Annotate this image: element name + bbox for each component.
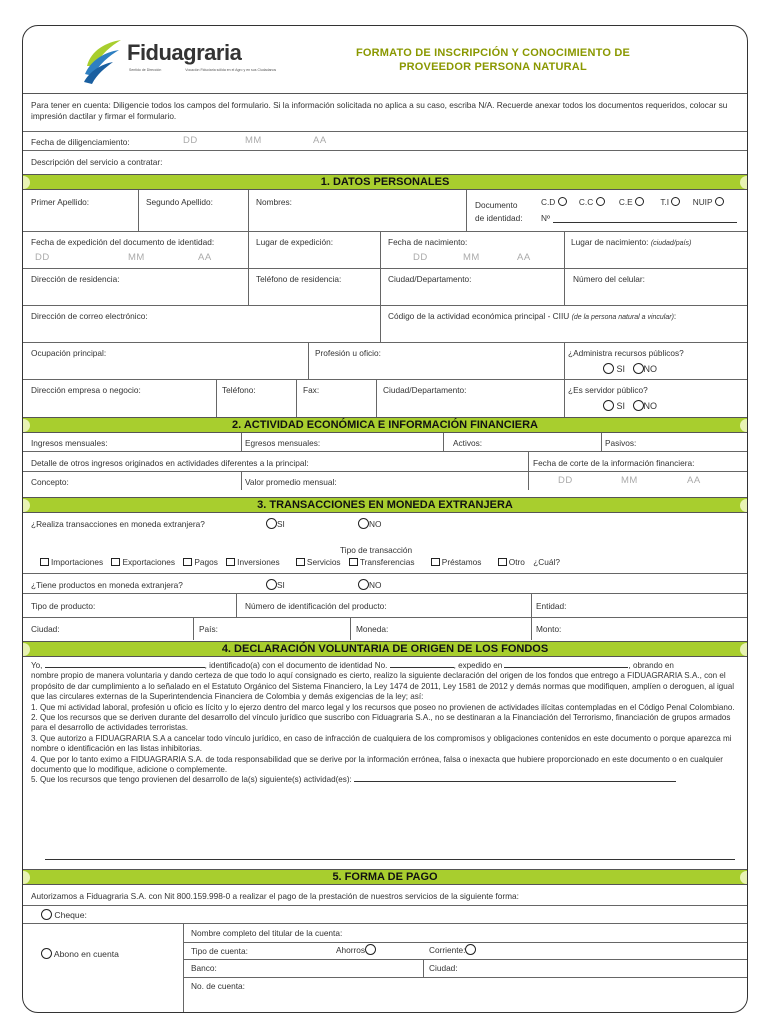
correo-row <box>23 305 747 342</box>
radio-cd[interactable] <box>558 197 567 206</box>
valor-promedio-field[interactable]: Valor promedio mensual: <box>245 477 337 487</box>
corte-aa[interactable]: AA <box>687 475 701 486</box>
declarante-doc-line[interactable] <box>390 667 454 668</box>
expedicion-aa[interactable]: AA <box>198 252 212 263</box>
celular-field[interactable]: Número del celular: <box>573 274 645 284</box>
doc-number-line[interactable] <box>553 222 737 223</box>
radio-realiza-no[interactable] <box>358 518 369 529</box>
declarante-name-line[interactable] <box>45 667 205 668</box>
section-5-header: 5. FORMA DE PAGO <box>23 869 747 885</box>
form-header <box>23 26 747 94</box>
ciudad-banco-field[interactable]: Ciudad: <box>429 963 458 973</box>
ciiu-field[interactable]: Código de la actividad económica principal - CIIU (de la persona natural a vincular): <box>388 311 677 321</box>
radio-servidor-si[interactable] <box>603 400 614 411</box>
fecha-aa[interactable]: AA <box>313 135 327 146</box>
detalle-row: Detalle de otros ingresos originados en actividades diferentes a la principal: Fecha de corte de la información financiera: <box>23 451 747 471</box>
ocupacion-field[interactable]: Ocupación principal: <box>31 348 107 358</box>
financiera-row <box>23 433 747 451</box>
expedicion-mm[interactable]: MM <box>128 252 145 263</box>
logo-wordmark: Fiduagraria <box>127 40 242 65</box>
direccion-residencia-field[interactable]: Dirección de residencia: <box>31 274 120 284</box>
radio-nuip[interactable] <box>715 197 724 206</box>
tiene-row: ¿Tiene productos en moneda extranjera? SI NO <box>23 573 747 593</box>
ocupacion-row: Ocupación principal: Profesión u oficio: ¿Administra recursos públicos? SI NO <box>23 342 747 379</box>
telefono-empresa-field[interactable]: Teléfono: <box>222 385 256 395</box>
lugar-expedicion-field[interactable]: Lugar de expedición: <box>256 237 334 247</box>
administra-options: SI NO <box>603 363 657 374</box>
activos-field[interactable]: Activos: <box>453 438 483 448</box>
correo-field[interactable]: Dirección de correo electrónico: <box>31 311 148 321</box>
check-pagos[interactable] <box>183 558 192 566</box>
fax-field[interactable]: Fax: <box>303 385 320 395</box>
logo-subline: Sentido de Dirección Vocación Fiduciaria sólida en el Agro y en sus Ciudadanos <box>129 68 277 72</box>
expedicion-row: Fecha de expedición del documento de identidad: DD MM AA Lugar de expedición: Fecha de nacimiento: DD MM AA Lugar de nacimiento: (ciudad/país) <box>23 231 747 268</box>
titular-field[interactable]: Nombre completo del titular de la cuenta: <box>191 928 343 938</box>
entidad-field[interactable]: Entidad: <box>536 601 567 611</box>
nacimiento-mm[interactable]: MM <box>463 252 480 263</box>
nombres-row: Primer Apellido: Segundo Apellido: Nombres: Documento de identidad: C.D C.C C.E T.I NUIP Nº <box>23 190 747 231</box>
transaction-type-options: Importaciones Exportaciones Pagos Inversiones Servicios Transferencias Préstamos Otro ¿Cuál? <box>40 557 560 567</box>
fecha-row: Fecha de diligenciamiento: DD MM AA <box>23 131 747 150</box>
section-2-header: 2. ACTIVIDAD ECONÓMICA E INFORMACIÓN FINANCIERA <box>23 417 747 433</box>
residencia-row <box>23 268 747 305</box>
radio-corriente[interactable] <box>465 944 476 955</box>
servidor-options: SI NO <box>603 400 657 411</box>
primer-apellido-field[interactable]: Primer Apellido: <box>31 197 90 207</box>
autorizamos-row: Autorizamos a Fiduagraria S.A. con Nit 800.159.998-0 a realizar el pago de la prestación de nuestros servicios de la siguiente forma: <box>31 891 519 901</box>
radio-cc[interactable] <box>596 197 605 206</box>
radio-administra-no[interactable] <box>633 363 644 374</box>
intro-text: Para tener en cuenta: Diligencie todos los campos del formulario. Si la información solicitada no aplica a su caso, escriba N/A. Recuerde anexar todos los documentos requeridos, colocar su impresión dactilar y firmar el formulario. <box>31 100 728 121</box>
check-prestamos[interactable] <box>431 558 440 566</box>
fiduagraria-logo <box>81 36 277 90</box>
radio-abono[interactable] <box>41 948 52 959</box>
check-servicios[interactable] <box>296 558 305 566</box>
check-exportaciones[interactable] <box>111 558 120 566</box>
tipo-producto-field[interactable]: Tipo de producto: <box>31 601 96 611</box>
check-transferencias[interactable] <box>349 558 358 566</box>
tipo-transaccion-row: Tipo de transacción Importaciones Exportaciones Pagos Inversiones Servicios Transferencias Préstamos Otro ¿Cuál? <box>23 533 747 573</box>
monto-field[interactable]: Monto: <box>536 624 562 634</box>
descripcion-row[interactable]: Descripción del servicio a contratar: <box>23 150 747 171</box>
pasivos-field[interactable]: Pasivos: <box>605 438 637 448</box>
radio-ti[interactable] <box>671 197 680 206</box>
concepto-row <box>23 471 747 489</box>
actividades-extra-line[interactable] <box>45 859 735 860</box>
direccion-empresa-field[interactable]: Dirección empresa o negocio: <box>31 385 141 395</box>
nacimiento-aa[interactable]: AA <box>517 252 531 263</box>
banco-field[interactable]: Banco: <box>191 963 217 973</box>
telefono-residencia-field[interactable]: Teléfono de residencia: <box>256 274 342 284</box>
abono-block: Abono en cuenta Nombre completo del titular de la cuenta: Tipo de cuenta: Ahorros Corriente: Banco: Ciudad: No. de cuenta: <box>23 923 747 1013</box>
realiza-row: ¿Realiza transacciones en moneda extranjera? SI NO <box>31 519 382 529</box>
egresos-field[interactable]: Egresos mensuales: <box>245 438 321 448</box>
nombres-field[interactable]: Nombres: <box>256 197 292 207</box>
radio-servidor-no[interactable] <box>633 400 644 411</box>
section-3-header: 3. TRANSACCIONES EN MONEDA EXTRANJERA <box>23 497 747 513</box>
declarante-expedido-line[interactable] <box>504 667 628 668</box>
check-inversiones[interactable] <box>226 558 235 566</box>
radio-tiene-no[interactable] <box>358 579 369 590</box>
radio-administra-si[interactable] <box>603 363 614 374</box>
check-otro[interactable] <box>498 558 507 566</box>
lugar-nacimiento-field[interactable]: Lugar de nacimiento: (ciudad/país) <box>571 237 692 247</box>
section-1-header: 1. DATOS PERSONALES <box>23 174 747 190</box>
document-title: FORMATO DE INSCRIPCIÓN Y CONOCIMIENTO DE PROVEEDOR PERSONA NATURAL <box>355 47 631 73</box>
expedicion-dd[interactable]: DD <box>35 252 50 263</box>
ciudad-producto-row <box>23 617 747 639</box>
logo-leaf-icon <box>81 36 125 88</box>
nacimiento-dd[interactable]: DD <box>413 252 428 263</box>
corte-mm[interactable]: MM <box>621 475 638 486</box>
radio-ce[interactable] <box>635 197 644 206</box>
radio-realiza-si[interactable] <box>266 518 277 529</box>
radio-ahorros[interactable] <box>365 944 376 955</box>
form-frame <box>22 25 748 1013</box>
concepto-field[interactable]: Concepto: <box>31 477 69 487</box>
ciudad-producto-field[interactable]: Ciudad: <box>31 624 60 634</box>
check-importaciones[interactable] <box>40 558 49 566</box>
pais-field[interactable]: País: <box>199 624 218 634</box>
ciudad-empresa-field[interactable]: Ciudad/Departamento: <box>383 385 467 395</box>
segundo-apellido-field[interactable]: Segundo Apellido: <box>146 197 213 207</box>
cheque-row: Cheque: <box>23 905 747 923</box>
ingresos-field[interactable]: Ingresos mensuales: <box>31 438 108 448</box>
doc-type-options: C.D C.C C.E T.I NUIP <box>541 197 724 207</box>
declaracion-text: Yo, , identificado(a) con el documento de identidad No. , expedido en , obrando en nombre propio de manera voluntaria y dando certeza de que todo lo aquí consignado es cierto, realizo la siguiente declaración del origen de los fondos que entrego a FIDUAGRARIA S.A., con el propósito de dar cumplimiento a lo señalado en el Estatuto Orgánico del Sistema Financiero, la Ley 1474 de 2011, Ley 1581 de 2012 y demás normas que modifiquen, amplíen o deroguen, al igual que las circulares externas de la Superintendencia Financiera de Colombia y demás exigencias de la ley; así: 1. Que mi actividad laboral, profesión u oficio es lícito y lo ejerzo dentro del marco legal y los recursos que poseo no provienen de actividades ilícitas contempladas en el Código Penal Colombiano. 2. Que los recursos que se deriven durante del desarrollo del vínculo jurídico que suscribo con Fiduagraria S.A., no se destinaran a la Financiación del Terrorismo, financiación de grupos armados para el desarrollo de actividades terroristas. 3. Que autorizo a FIDUAGRARIA S.A a cancelar todo vínculo jurídico, en caso de infracción de cualquiera de los compromisos y obligaciones contenidos en este documento o porque aparezca mi nombre o identificación en las listas inhibitorias. 4. Que por lo tanto eximo a FIDUAGRARIA S.A. de toda responsabilidad que se derive por la información errónea, falsa o inexacta que hubiere proporcionado en este documento o en cualquier documento que lo modifique, adicione o complemente. 5. Que los recursos que tengo provienen del desarrollo de la(s) siguiente(s) actividad(es): <box>31 661 735 785</box>
fecha-dd[interactable]: DD <box>183 135 198 146</box>
ciudad-departamento-field[interactable]: Ciudad/Departamento: <box>388 274 472 284</box>
numero-producto-field[interactable]: Número de identificación del producto: <box>245 601 387 611</box>
radio-tiene-si[interactable] <box>266 579 277 590</box>
fecha-mm[interactable]: MM <box>245 135 262 146</box>
section-4-header: 4. DECLARACIÓN VOLUNTARIA DE ORIGEN DE LOS FONDOS <box>23 641 747 657</box>
producto-row <box>23 593 747 617</box>
radio-cheque[interactable] <box>41 909 52 920</box>
actividades-line[interactable] <box>354 781 676 782</box>
empresa-row: Dirección empresa o negocio: Teléfono: Fax: Ciudad/Departamento: ¿Es servidor público? SI NO <box>23 379 747 416</box>
corte-dd[interactable]: DD <box>558 475 573 486</box>
moneda-field[interactable]: Moneda: <box>356 624 389 634</box>
profesion-field[interactable]: Profesión u oficio: <box>315 348 381 358</box>
numero-cuenta-field[interactable]: No. de cuenta: <box>191 981 245 991</box>
